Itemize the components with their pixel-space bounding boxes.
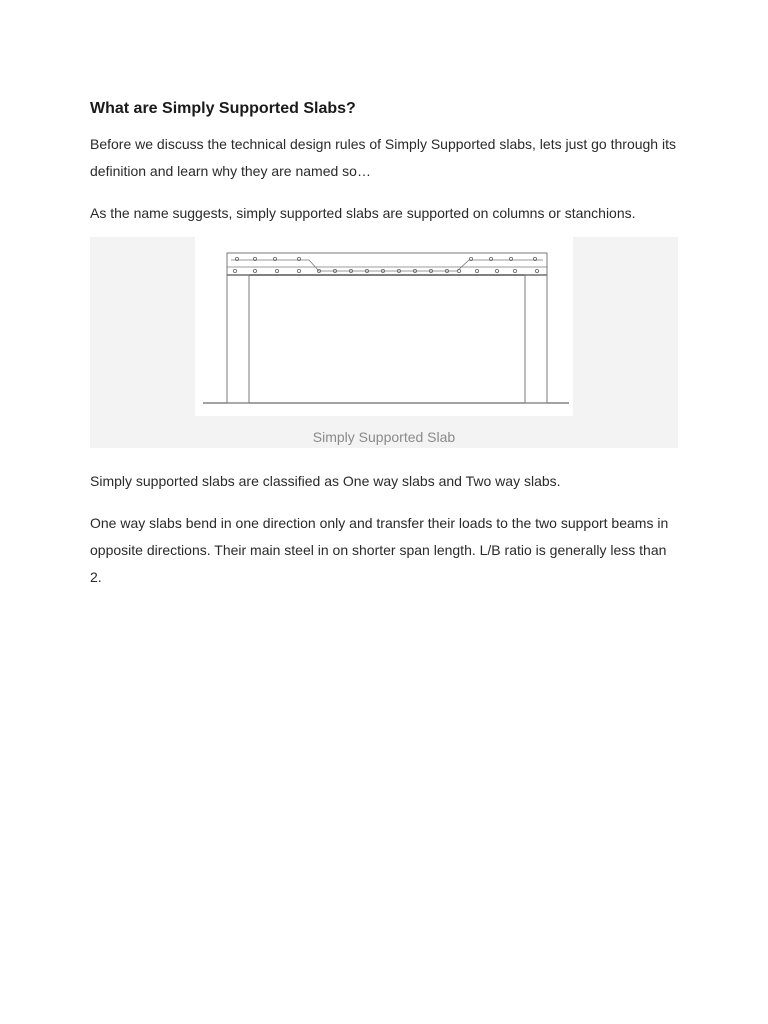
slab-diagram xyxy=(195,237,573,416)
paragraph-intro: Before we discuss the technical design rules of Simply Supported slabs, lets just go through its definition and learn why they are named so… xyxy=(90,136,676,179)
paragraph-definition: As the name suggests, simply supported slabs are supported on columns or stanchions. xyxy=(90,205,636,221)
paragraph-one-way-slabs: One way slabs bend in one direction only and transfer their loads to the two support beams in opposite directions. Their main steel in on shorter span length. L/B ratio is generally less than 2. xyxy=(90,515,669,585)
paragraph-classification: Simply supported slabs are classified as One way slabs and Two way slabs. xyxy=(90,473,561,489)
left-column xyxy=(227,275,249,403)
page-title: What are Simply Supported Slabs? xyxy=(90,100,356,117)
figure-caption: Simply Supported Slab xyxy=(312,429,456,445)
right-column xyxy=(525,275,547,403)
figure-image-frame xyxy=(195,237,573,416)
slab-outline xyxy=(227,253,547,275)
figure-simply-supported-slab xyxy=(90,237,678,448)
